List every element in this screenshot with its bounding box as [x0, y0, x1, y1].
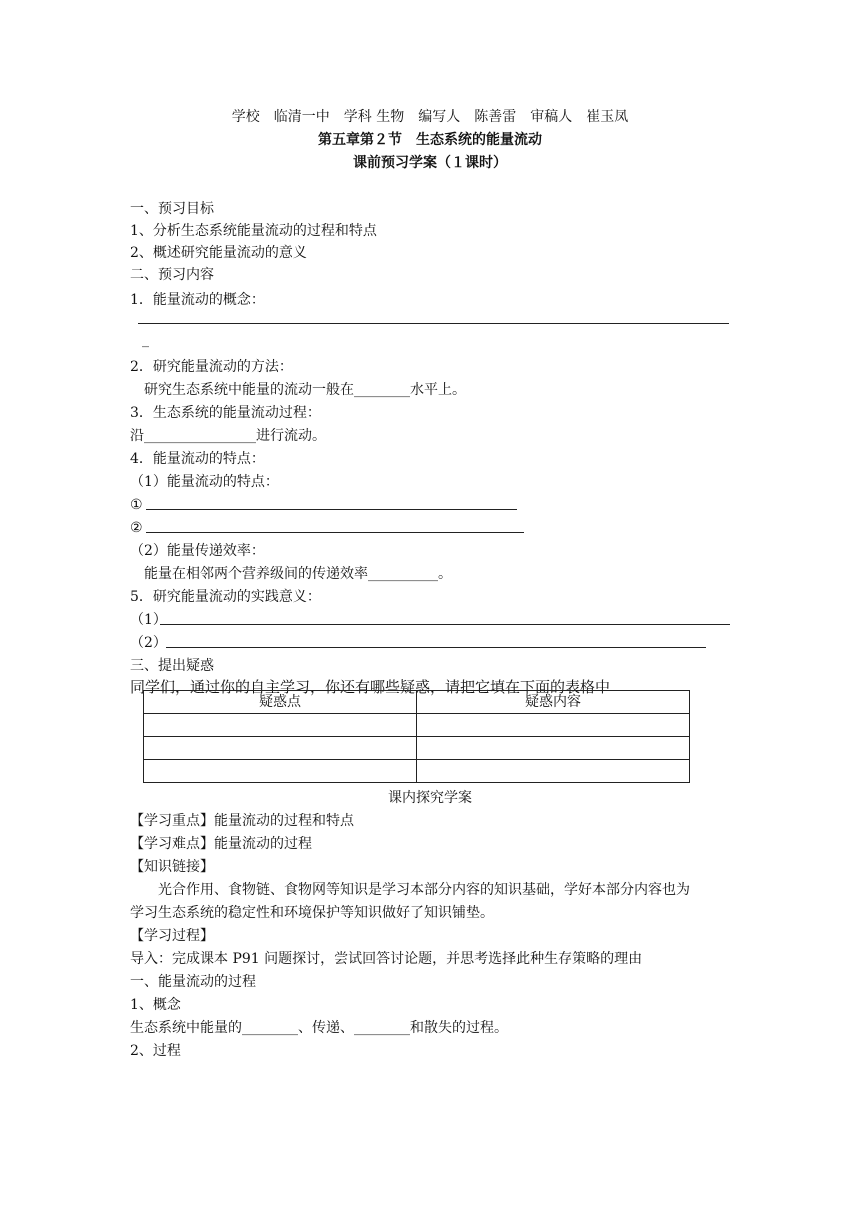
- section-heading: 一、能量流动的过程: [130, 974, 256, 990]
- doubt-table: [143, 690, 690, 783]
- difficulty: 【学习难点】能量流动的过程: [130, 836, 312, 852]
- question-5: 5．研究能量流动的实践意义：: [130, 589, 321, 605]
- link-heading: 【知识链接】: [130, 859, 214, 875]
- table-header-row: [144, 691, 690, 714]
- table-cell[interactable]: [144, 760, 417, 783]
- intro-text: 导入：完成课本 P91 问题探讨，尝试回答讨论题，并思考选择此种生存策略的理由: [130, 951, 643, 967]
- link-body: 学习生态系统的稳定性和环境保护等知识做好了知识铺垫。: [130, 905, 494, 921]
- page-subtitle: 课前预习学案（１课时）: [353, 155, 507, 171]
- goal-item: 1、分析生态系统能量流动的过程和特点: [130, 223, 377, 239]
- table-row: [144, 714, 690, 737]
- question-3: 3．生态系统的能量流动过程：: [130, 405, 321, 421]
- item-marker: ②: [130, 520, 143, 536]
- question-1: 1．能量流动的概念：: [130, 292, 265, 308]
- doubt-intro: 同学们，通过你的自主学习，你还有哪些疑惑，请把它填在下面的表格中: [130, 678, 611, 696]
- item-marker: （1）: [130, 612, 167, 628]
- concept-body: 生态系统中能量的________、传递、________和散失的过程。: [130, 1020, 508, 1036]
- question-2: 2．研究能量流动的方法：: [130, 359, 293, 375]
- question-4-sub2-body: 能量在相邻两个营养级间的传递效率__________。: [130, 566, 452, 582]
- header-meta: 学校 临清一中 学科 生物 编写人 陈善雷 审稿人 崔玉凤: [231, 109, 629, 125]
- answer-blank-tail: _: [142, 332, 149, 348]
- section-title: 课内探究学案: [388, 790, 472, 806]
- table-row: [144, 760, 690, 783]
- answer-blank[interactable]: [146, 532, 524, 533]
- answer-blank[interactable]: [166, 647, 706, 648]
- question-3-body: 沿________________进行流动。: [130, 428, 326, 444]
- link-body: 光合作用、食物链、食物网等知识是学习本部分内容的知识基础，学好本部分内容也为: [130, 882, 690, 898]
- table-cell[interactable]: [417, 760, 690, 783]
- goal-item: 2、概述研究能量流动的意义: [130, 245, 307, 261]
- page-title: 第五章第２节 生态系统的能量流动: [318, 132, 542, 148]
- process-heading: 【学习过程】: [130, 928, 214, 944]
- item-marker: ①: [130, 497, 143, 513]
- process-sub-heading: 2、过程: [130, 1043, 181, 1059]
- goal-heading: 一、预习目标: [130, 201, 214, 217]
- concept-heading: 1、概念: [130, 997, 181, 1013]
- answer-blank[interactable]: [160, 624, 730, 625]
- table-cell[interactable]: [144, 737, 417, 760]
- item-marker: （2）: [130, 635, 167, 651]
- column-header: 疑惑内容: [417, 691, 690, 714]
- doubt-heading: 三、提出疑惑: [130, 658, 214, 674]
- table-row: [144, 737, 690, 760]
- table-cell[interactable]: [144, 714, 417, 737]
- question-4: 4．能量流动的特点：: [130, 451, 265, 467]
- content-heading: 二、预习内容: [130, 267, 214, 283]
- answer-blank[interactable]: [138, 323, 729, 324]
- question-4-sub1: （1）能量流动的特点：: [130, 474, 279, 490]
- table-cell[interactable]: [417, 714, 690, 737]
- question-2-body: 研究生态系统中能量的流动一般在________水平上。: [130, 382, 466, 398]
- column-header: 疑惑点: [144, 691, 417, 714]
- question-4-sub2: （2）能量传递效率：: [130, 543, 265, 559]
- table-cell[interactable]: [417, 737, 690, 760]
- key-point: 【学习重点】能量流动的过程和特点: [130, 813, 354, 829]
- answer-blank[interactable]: [146, 509, 517, 510]
